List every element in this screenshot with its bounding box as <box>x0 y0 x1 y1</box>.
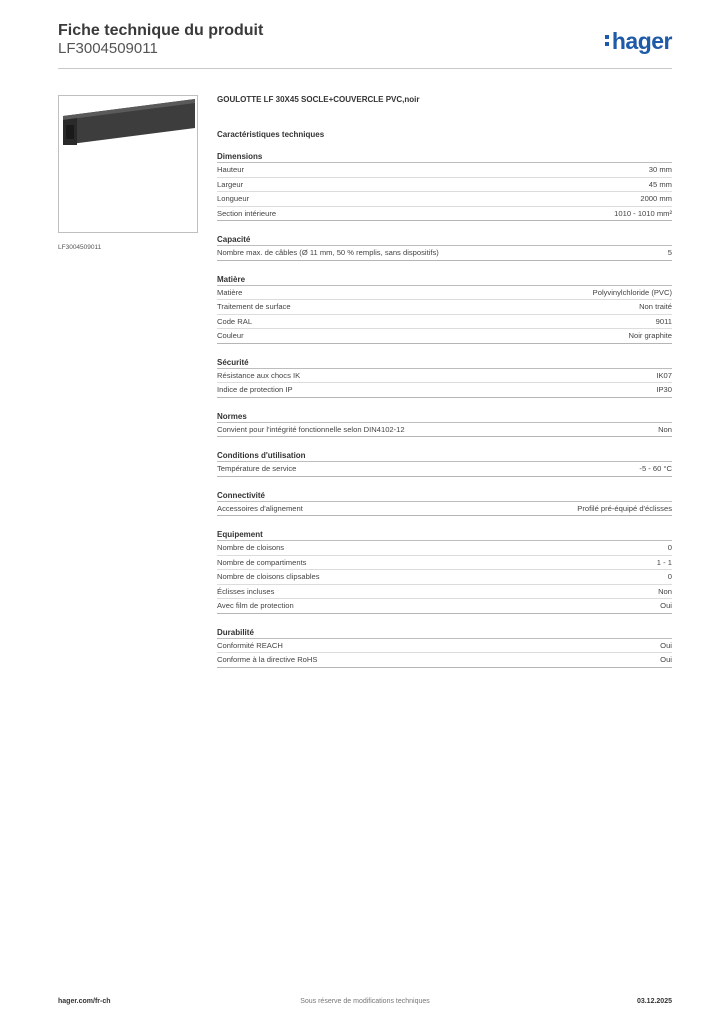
section-rows <box>217 369 672 398</box>
cable-duct-icon <box>59 96 197 232</box>
product-reference: LF3004509011 <box>58 40 158 57</box>
spec-value: 0 <box>667 572 672 581</box>
section-title: Conditions d'utilisation <box>217 450 672 462</box>
characteristics-title: Caractéristiques techniques <box>217 130 325 139</box>
hager-logo <box>605 28 672 55</box>
section-rows <box>217 639 672 668</box>
product-image <box>58 95 198 233</box>
spec-label: Code RAL <box>217 316 253 326</box>
spec-value: 0 <box>667 543 672 552</box>
footer-note: Sous réserve de modifications techniques <box>300 998 430 1005</box>
spec-label: Éclisses incluses <box>217 586 275 596</box>
spec-value: IP30 <box>656 385 672 394</box>
section-rows <box>217 462 672 477</box>
spec-label: Conformité REACH <box>217 640 283 650</box>
spec-value: 5 <box>667 248 672 257</box>
spec-label: Matière <box>217 287 243 297</box>
spec-row <box>217 585 672 600</box>
spec-label: Conforme à la directive RoHS <box>217 655 318 664</box>
spec-value: Oui <box>660 655 672 664</box>
spec-row <box>217 653 672 668</box>
spec-value: Oui <box>660 640 672 650</box>
spec-label: Convient pour l'intégrité fonctionnelle selon DIN4102-12 <box>217 424 405 434</box>
spec-label: Nombre de cloisons clipsables <box>217 572 320 581</box>
page-header <box>58 22 672 70</box>
spec-row <box>217 423 672 438</box>
spec-label: Indice de protection IP <box>217 385 293 394</box>
spec-value: Polyvinylchloride (PVC) <box>592 287 672 297</box>
page-title: Fiche technique du produit <box>58 22 264 39</box>
footer-date: 03.12.2025 <box>636 998 672 1005</box>
spec-value: 30 mm <box>648 165 672 174</box>
section-rows <box>217 163 672 221</box>
footer-website[interactable]: hager.com/fr-ch <box>58 998 111 1005</box>
image-caption: LF3004509011 <box>58 244 102 251</box>
section-title: Matière <box>217 274 672 286</box>
spec-label: Section intérieure <box>217 208 277 218</box>
spec-row <box>217 556 672 571</box>
section-title: Normes <box>217 411 672 423</box>
spec-row <box>217 599 672 614</box>
spec-value: Non <box>658 424 672 434</box>
section-title: Equipement <box>217 529 672 541</box>
section-title: Capacité <box>217 234 672 246</box>
spec-sections <box>217 151 672 668</box>
spec-label: Accessoires d'alignement <box>217 503 303 513</box>
spec-value: Profilé pré-équipé d'éclisses <box>577 503 672 513</box>
spec-value: 1 - 1 <box>656 557 672 567</box>
spec-value: IK07 <box>656 370 672 380</box>
spec-label: Résistance aux chocs IK <box>217 370 301 380</box>
spec-row <box>217 329 672 344</box>
spec-row <box>217 286 672 301</box>
spec-value: Noir graphite <box>628 331 672 340</box>
section-rows <box>217 541 672 614</box>
spec-row <box>217 383 672 398</box>
section-rows <box>217 286 672 344</box>
header-divider <box>58 68 672 69</box>
spec-row <box>217 178 672 193</box>
spec-label: Couleur <box>217 331 244 340</box>
spec-value: Non <box>658 586 672 596</box>
logo-text: hager <box>611 28 672 54</box>
spec-row <box>217 207 672 222</box>
spec-row <box>217 315 672 330</box>
spec-row <box>217 570 672 585</box>
spec-row <box>217 246 672 261</box>
spec-value: 45 mm <box>648 179 672 189</box>
section-title: Sécurité <box>217 357 672 369</box>
spec-label: Température de service <box>217 464 297 473</box>
spec-value: 1010 - 1010 mm² <box>614 208 672 218</box>
product-title: GOULOTTE LF 30X45 SOCLE+COUVERCLE PVC,noir <box>217 95 420 104</box>
spec-value: -5 - 60 °C <box>639 464 672 473</box>
spec-row <box>217 639 672 654</box>
spec-value: 2000 mm <box>640 194 672 203</box>
spec-label: Nombre de compartiments <box>217 557 307 567</box>
section-title: Connectivité <box>217 490 672 502</box>
spec-label: Largeur <box>217 179 244 189</box>
section-rows <box>217 246 672 261</box>
spec-label: Nombre de cloisons <box>217 543 285 552</box>
section-rows <box>217 423 672 438</box>
spec-row <box>217 192 672 207</box>
spec-row <box>217 462 672 477</box>
spec-label: Traitement de surface <box>217 302 291 311</box>
spec-label: Nombre max. de câbles (Ø 11 mm, 50 % remplis, sans dispositifs) <box>217 248 439 257</box>
spec-row <box>217 300 672 315</box>
spec-label: Avec film de protection <box>217 601 294 610</box>
spec-content <box>217 95 672 668</box>
spec-value: 9011 <box>655 316 672 326</box>
section-rows <box>217 502 672 517</box>
section-title: Dimensions <box>217 151 672 163</box>
spec-label: Longueur <box>217 194 250 203</box>
spec-value: Oui <box>660 601 672 610</box>
spec-value: Non traité <box>639 302 672 311</box>
spec-label: Hauteur <box>217 165 245 174</box>
logo-dots-icon <box>605 32 610 49</box>
spec-row <box>217 369 672 384</box>
spec-row <box>217 502 672 517</box>
spec-row <box>217 163 672 178</box>
section-title: Durabilité <box>217 627 672 639</box>
spec-row <box>217 541 672 556</box>
